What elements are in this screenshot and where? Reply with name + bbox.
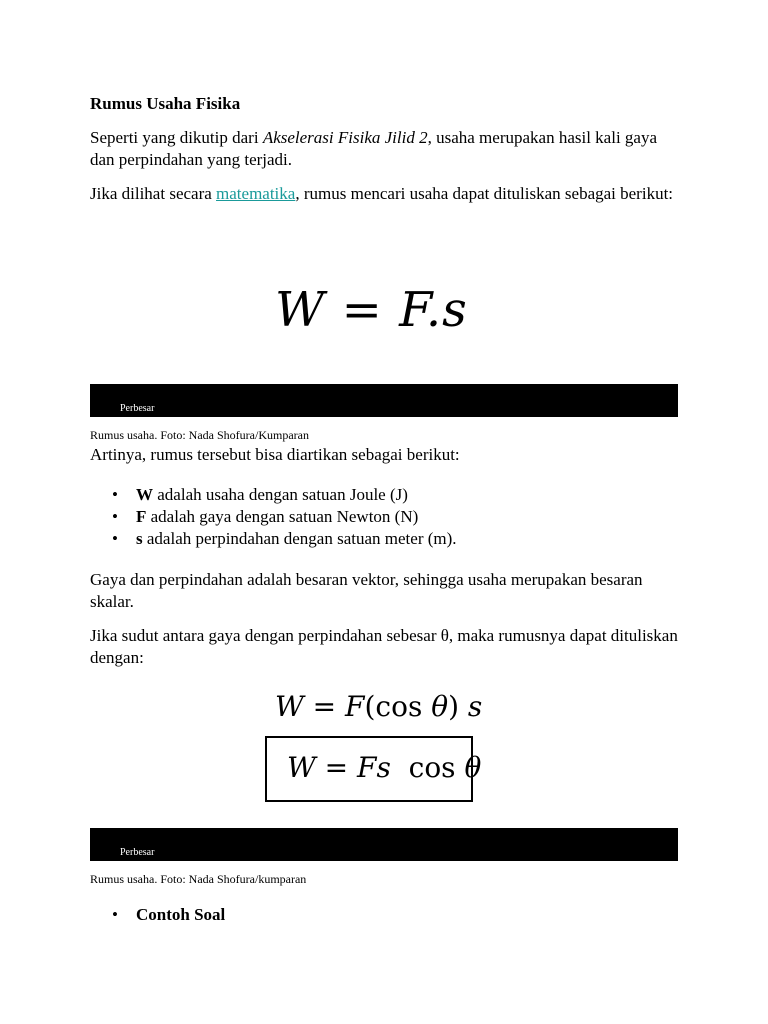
variable-symbol: W [136,485,153,504]
matematika-link[interactable]: matematika [216,184,296,203]
formula2-theta: θ [431,690,449,723]
intro-text-after: , usaha merupakan hasil kali gaya dan perpindahan yang terjadi. [90,128,658,169]
section-heading: Rumus Usaha Fisika [90,94,241,113]
boxed-formula [265,736,482,802]
example-section-heading: • Contoh Soal [90,905,225,925]
list-item [136,484,457,506]
list-item [136,506,457,528]
variable-desc: adalah perpindahan dengan satuan meter (m). [142,529,457,548]
vector-paragraph: Gaya dan perpindahan adalah besaran vektor, sehingga usaha merupakan besaran skalar. [90,570,643,611]
formula-work-angle [275,690,482,723]
formula-work-boxed [287,751,481,784]
formula3-cos: cos [390,751,465,784]
variable-list [90,484,457,550]
intro-text-before: Seperti yang dikutip dari [90,128,263,147]
formula2-open: (cos [364,690,432,723]
image-bar-2[interactable] [90,828,678,861]
formula2-s: s [467,690,483,723]
image-caption-1: Rumus usaha. Foto: Nada Shofura/Kumparan [90,428,309,442]
enlarge-button-1[interactable]: Perbesar [120,403,155,414]
meaning-paragraph: Artinya, rumus tersebut bisa diartikan sebagai berikut: [90,445,460,464]
formula3-fs: Fs [357,751,391,784]
formula-work-basic: W = F.s [275,282,468,338]
math-text-before: Jika dilihat secara [90,184,217,203]
formula2-lhs: W [275,690,304,723]
formula3-lhs: W [287,751,316,784]
formula2-f: F [345,690,365,723]
variable-desc: adalah gaya dengan satuan Newton (N) [146,507,419,526]
variable-symbol: s [136,529,143,548]
variable-symbol: F [136,507,147,526]
angle-paragraph: Jika sudut antara gaya dengan perpindahan sebesar θ, maka rumusnya dapat dituliskan dengan: [90,626,678,667]
list-item [136,528,457,550]
math-paragraph [90,183,680,205]
variable-desc: adalah usaha dengan satuan Joule (J) [153,485,408,504]
image-bar-1[interactable] [90,384,678,417]
book-title: Akselerasi Fisika Jilid 2 [262,128,428,147]
enlarge-button-2[interactable]: Perbesar [120,847,155,858]
formula3-eq: = [315,751,358,784]
formula2-eq: = [303,690,346,723]
image-caption-2: Rumus usaha. Foto: Nada Shofura/kumparan [90,872,307,886]
formula3-theta: θ [464,751,482,784]
math-text-after: , rumus mencari usaha dapat dituliskan sebagai berikut: [295,184,674,203]
intro-paragraph [90,127,680,171]
formula2-close: ) [448,690,468,723]
